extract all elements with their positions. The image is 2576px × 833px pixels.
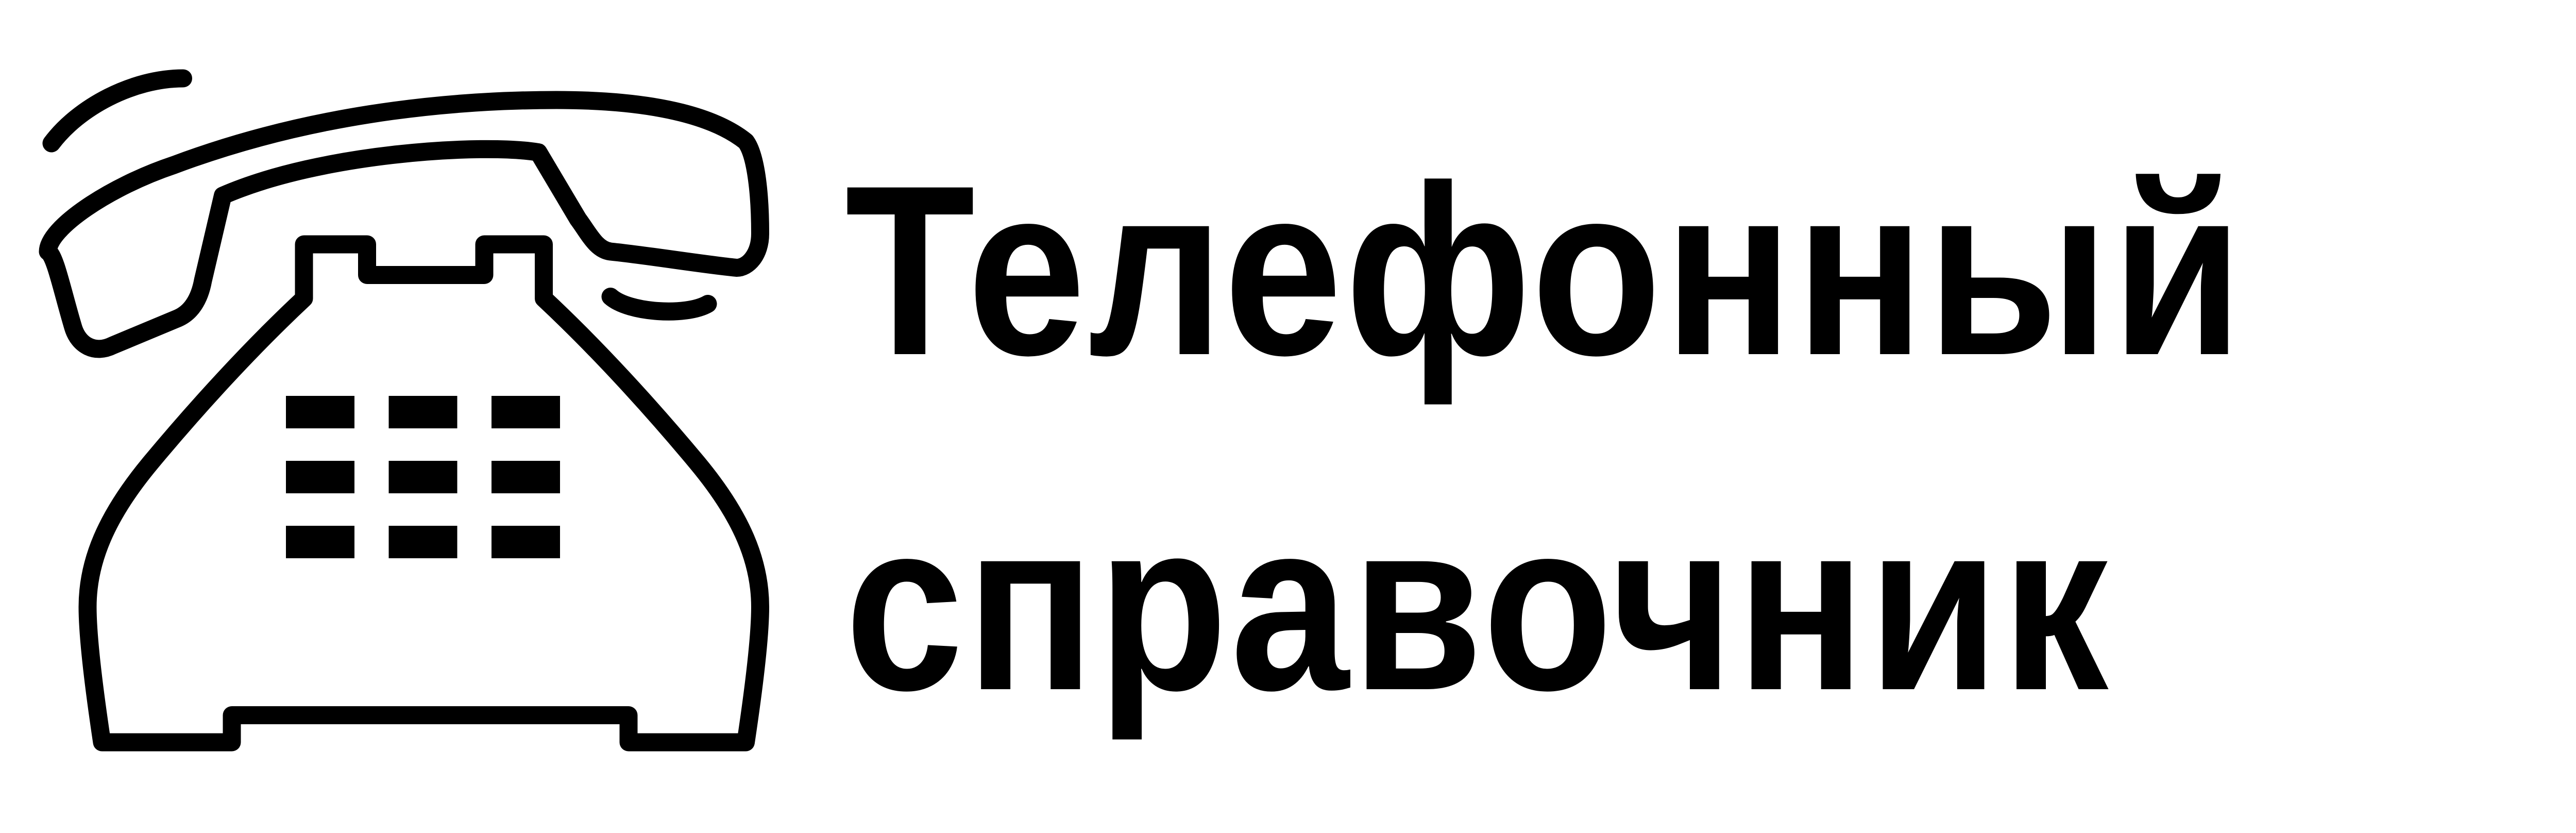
keypad-key [492, 396, 560, 428]
keypad-key [286, 396, 354, 428]
keypad-key [389, 461, 457, 493]
cord [611, 297, 708, 312]
handset-arc [52, 78, 183, 143]
title-line-2: справочник [845, 470, 2111, 741]
title-line-1: Телефонный [845, 135, 2246, 406]
keypad-key [286, 526, 354, 558]
logo-title [845, 103, 2576, 753]
keypad-key [286, 461, 354, 493]
keypad [286, 396, 560, 558]
rotary-telephone-icon [31, 57, 793, 778]
keypad-key [492, 526, 560, 558]
keypad-key [492, 461, 560, 493]
keypad-key [389, 396, 457, 428]
keypad-key [389, 526, 457, 558]
